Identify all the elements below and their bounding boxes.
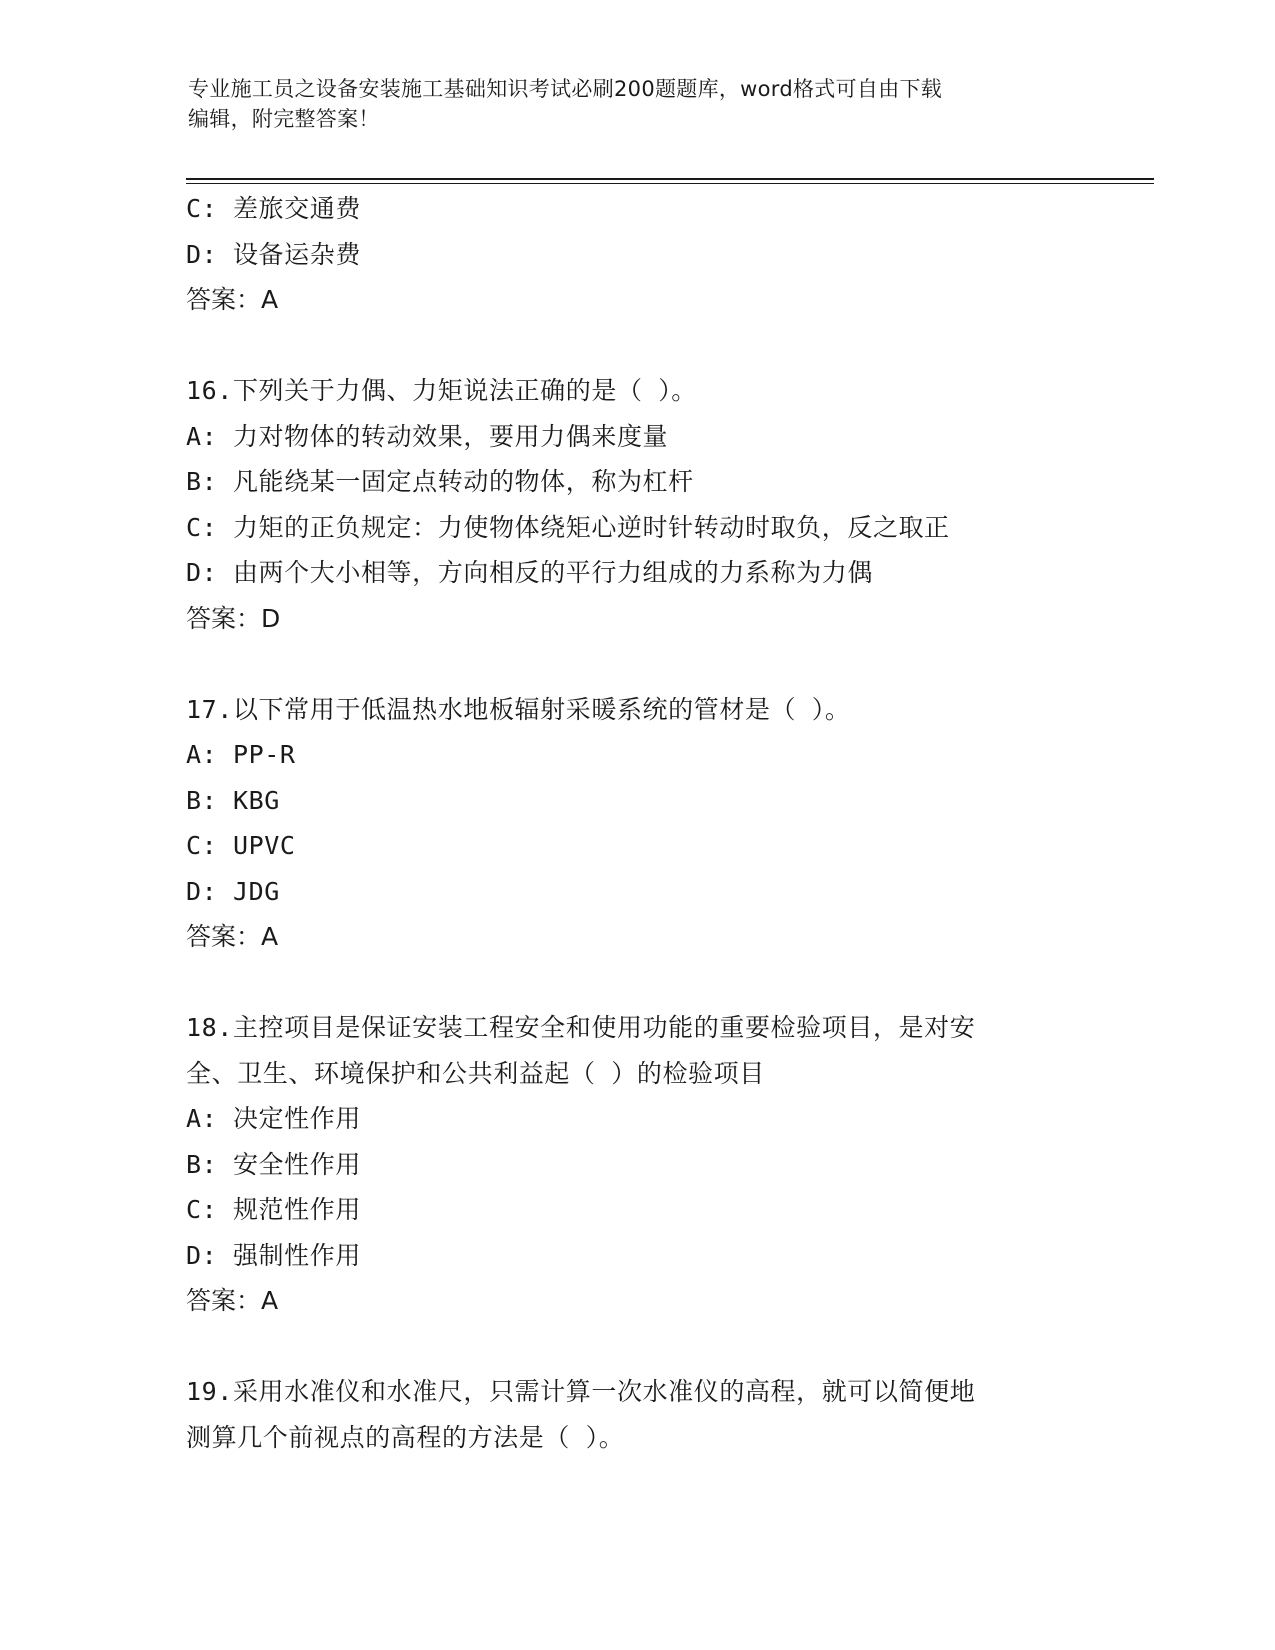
question-stem-line-1: 19.采用水准仪和水准尺，只需计算一次水准仪的高程，就可以简便地: [186, 1377, 976, 1406]
option-c: C: 力矩的正负规定：力使物体绕矩心逆时针转动时取负，反之取正: [186, 512, 950, 542]
document-header: [188, 74, 1078, 134]
option-b: B: KBG: [186, 785, 280, 815]
question-18: [186, 1005, 1086, 1324]
question-stem-line-2: 全、卫生、环境保护和公共利益起（ ）的检验项目: [186, 1058, 765, 1088]
question-16: [186, 368, 1086, 641]
option-d: D: 强制性作用: [186, 1240, 361, 1270]
option-a: A: PP-R: [186, 740, 296, 769]
option-c: C: 规范性作用: [186, 1195, 361, 1224]
question-19: [186, 1369, 1086, 1460]
header-divider-thin: [186, 183, 1154, 184]
question-stem-line-2: 测算几个前视点的高程的方法是（ ）。: [186, 1422, 625, 1452]
option-b: B: 安全性作用: [186, 1149, 361, 1179]
question-stem: 16.下列关于力偶、力矩说法正确的是（ ）。: [186, 376, 697, 405]
question-list: [186, 186, 1086, 1460]
answer-line: 答案：A: [186, 1286, 279, 1315]
option-c: C: UPVC: [186, 831, 296, 860]
option-b: B: 凡能绕某一固定点转动的物体，称为杠杆: [186, 467, 694, 496]
answer-line: 答案：D: [186, 603, 281, 633]
option-a: A: 力对物体的转动效果，要用力偶来度量: [186, 421, 669, 451]
option-a: A: 决定性作用: [186, 1104, 361, 1133]
option-d: D: JDG: [186, 876, 280, 906]
question-17: [186, 687, 1086, 960]
question-stem-line-1: 18.主控项目是保证安装工程安全和使用功能的重要检验项目，是对安: [186, 1013, 976, 1042]
option-c: C: 差旅交通费: [186, 194, 361, 223]
header-line-1: 专业施工员之设备安装施工基础知识考试必刷200题题库，word格式可自由下载: [188, 77, 943, 101]
header-line-2: 编辑，附完整答案！: [188, 107, 380, 131]
question-continued: [186, 186, 1086, 323]
header-divider-thick: [186, 178, 1154, 180]
answer-line: 答案：A: [186, 922, 279, 951]
option-d: D: 由两个大小相等，方向相反的平行力组成的力系称为力偶: [186, 558, 873, 587]
option-d: D: 设备运杂费: [186, 239, 361, 269]
answer-line: 答案：A: [186, 285, 279, 314]
question-stem: 17.以下常用于低温热水地板辐射采暖系统的管材是（ ）。: [186, 694, 851, 724]
